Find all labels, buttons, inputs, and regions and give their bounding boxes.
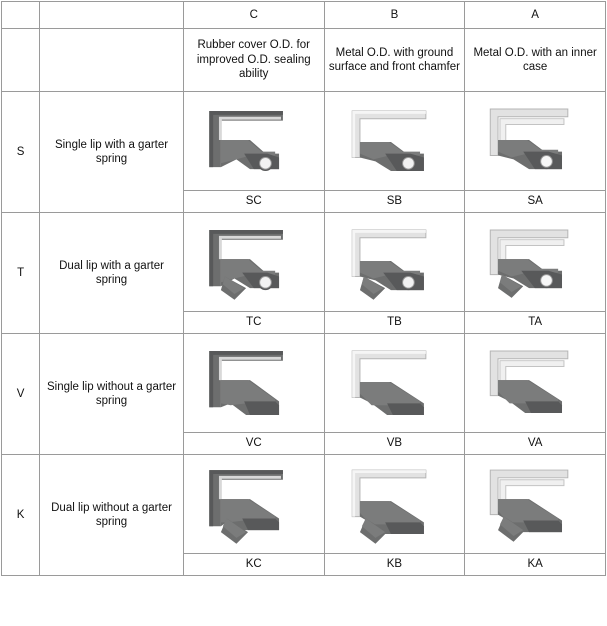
row-code-s: S bbox=[2, 92, 40, 213]
table-row bbox=[2, 213, 606, 312]
column-note-c: Rubber cover O.D. for improved O.D. sealing ability bbox=[183, 29, 324, 92]
header-note-blank-1 bbox=[2, 29, 40, 92]
header-corner-blank-1 bbox=[2, 2, 40, 29]
row-description-k: Dual lip without a garter spring bbox=[40, 455, 184, 576]
row-code-k: K bbox=[2, 455, 40, 576]
header-note-blank-2 bbox=[40, 29, 184, 92]
seal-figure-ta bbox=[465, 213, 606, 312]
seal-type-vc: VC bbox=[183, 433, 324, 455]
row-description-t: Dual lip with a garter spring bbox=[40, 213, 184, 334]
seal-figure-sc bbox=[183, 92, 324, 191]
table-header-note-row bbox=[2, 29, 606, 92]
seal-figure-tb bbox=[324, 213, 465, 312]
seal-figure-kb bbox=[324, 455, 465, 554]
row-description-v: Single lip without a garter spring bbox=[40, 334, 184, 455]
seal-type-sb: SB bbox=[324, 191, 465, 213]
table-row bbox=[2, 334, 606, 433]
column-header-a: A bbox=[465, 2, 606, 29]
row-code-v: V bbox=[2, 334, 40, 455]
seal-type-va: VA bbox=[465, 433, 606, 455]
column-header-c: C bbox=[183, 2, 324, 29]
seal-type-tb: TB bbox=[324, 312, 465, 334]
seal-type-kc: KC bbox=[183, 554, 324, 576]
table-row bbox=[2, 455, 606, 554]
seal-figure-vb bbox=[324, 334, 465, 433]
seal-type-kb: KB bbox=[324, 554, 465, 576]
column-note-a: Metal O.D. with an inner case bbox=[465, 29, 606, 92]
seal-type-ka: KA bbox=[465, 554, 606, 576]
table-row bbox=[2, 92, 606, 191]
seal-type-chart bbox=[0, 1, 607, 626]
seal-type-ta: TA bbox=[465, 312, 606, 334]
seal-type-vb: VB bbox=[324, 433, 465, 455]
seal-figure-tc bbox=[183, 213, 324, 312]
table-header-row bbox=[2, 2, 606, 29]
seal-figure-sa bbox=[465, 92, 606, 191]
seal-type-sa: SA bbox=[465, 191, 606, 213]
seal-figure-kc bbox=[183, 455, 324, 554]
seal-type-table bbox=[1, 1, 606, 576]
seal-figure-va bbox=[465, 334, 606, 433]
header-corner-blank-2 bbox=[40, 2, 184, 29]
column-note-b: Metal O.D. with ground surface and front chamfer bbox=[324, 29, 465, 92]
column-header-b: B bbox=[324, 2, 465, 29]
seal-figure-vc bbox=[183, 334, 324, 433]
seal-figure-sb bbox=[324, 92, 465, 191]
seal-type-sc: SC bbox=[183, 191, 324, 213]
row-code-t: T bbox=[2, 213, 40, 334]
row-description-s: Single lip with a garter spring bbox=[40, 92, 184, 213]
seal-figure-ka bbox=[465, 455, 606, 554]
seal-type-tc: TC bbox=[183, 312, 324, 334]
